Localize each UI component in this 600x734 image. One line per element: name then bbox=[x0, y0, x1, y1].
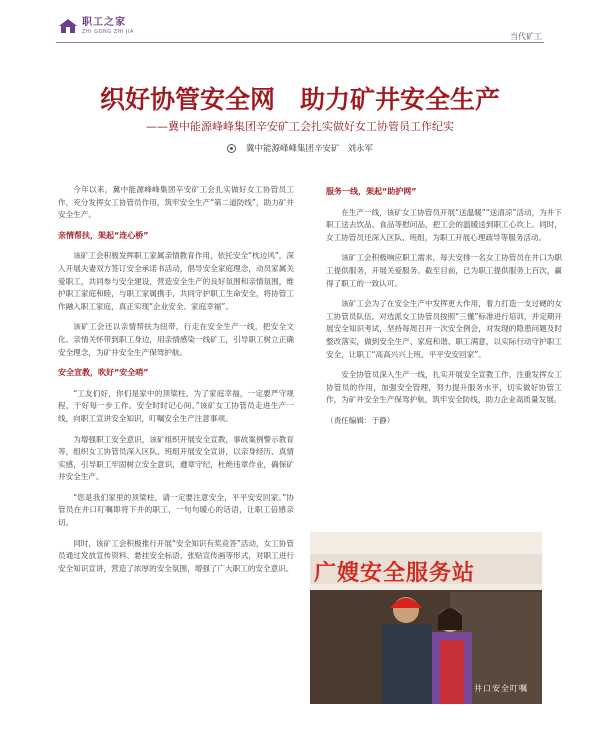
author-org: 冀中能源峰峰集团辛安矿 bbox=[245, 144, 340, 154]
paragraph: 该矿工会积极发挥职工家属亲情教育作用，依托安全“枕边风”，深入开展夫妻双方签订安全承诺书活动，倡导安全家庭理念，动员家属关爱职工，共同参与安全建设，营造安全生产的良好氛围和亲情氛围，维护职工家庭和睦，与职工家属携手，共同守护职工生命安全，将协管工作融入职工家庭，真正实现“企业安全、家庭幸福”。 bbox=[58, 251, 294, 311]
header-rule bbox=[56, 42, 544, 43]
article-title: 织好协管安全网 助力矿井安全生产 bbox=[99, 85, 500, 114]
paragraph: 为增强职工安全意识，该矿组织开展安全宣教，事故案例警示教育等，组织女工协管员深入区队、班组开展安全宣讲，以亲身经历、真情实感，引导职工牢固树立安全意识，遵章守纪，杜绝违章作业，确保矿井安全生产。 bbox=[58, 434, 294, 482]
logo-title: 职工之家 bbox=[82, 17, 126, 28]
byline bbox=[0, 142, 600, 154]
photo-caption: 井口安全叮嘱 bbox=[474, 684, 528, 693]
page-header bbox=[0, 0, 600, 40]
article-subtitle: ——冀中能源峰峰集团辛安矿工会扎实做好女工协管员工作纪实 bbox=[146, 120, 454, 133]
section-heading: 安全宣教，吹好“安全哨” bbox=[58, 368, 149, 378]
editor-note: （责任编辑：于静） bbox=[326, 415, 395, 425]
section-heading: 亲情帮扶，架起“连心桥” bbox=[58, 230, 149, 240]
paragraph: 该矿工会积极响应职工需求，每天安排一名女工协管员在井口为职工提供服务，开展关爱服务。截至目前，已为职工提供服务上百次，赢得了职工的一致认可。 bbox=[326, 253, 562, 288]
article-photo bbox=[310, 532, 542, 704]
section-label: 当代矿工 bbox=[510, 32, 542, 41]
section-heading: 服务一线，架起“助护网” bbox=[326, 187, 417, 196]
logo-subtitle: ZHI GONG ZHI JIA bbox=[82, 29, 134, 35]
paragraph: 同时，该矿工会积极推行开展“安全知识有奖竞答”活动，女工协管员通过发放宣传资料、悬挂安全标语、张贴宣传画等形式，对职工进行安全知识宣讲，营造了浓厚的安全氛围，增强了广大职工的安全意识。 bbox=[58, 538, 294, 573]
paragraph: 在生产一线，该矿女工协管员开展“送温暖”“送清凉”活动，为井下职工送去饮品、食品等慰问品，把工会的温暖送到职工心坎上。同时，女工协管员还深入区队、班组，为职工开展心理疏导等服务活动。 bbox=[326, 207, 562, 242]
left-column bbox=[58, 184, 294, 583]
author-name: 刘永军 bbox=[347, 144, 374, 154]
paragraph: 该矿工会还以亲情帮扶为纽带，行走在安全生产一线，把安全文化、亲情关怀带到职工身边，用亲情感染一线矿工，引导职工树立正确安全理念，为矿井安全生产保驾护航。 bbox=[58, 322, 294, 357]
paragraph: 安全协管员深入生产一线，扎实开展安全宣教工作，注重发挥女工协管员的作用，加强安全管理，努力提升服务水平，切实做好协管工作，为矿井安全生产保驾护航，筑牢安全防线，助力企业高质量发展。 bbox=[326, 370, 562, 405]
logo bbox=[58, 18, 134, 35]
paragraph: 该矿工会为了在安全生产中发挥更大作用，着力打造一支过硬的女工协管员队伍。对选派女工协管员按照“三懂”标准进行培训，并定期开展安全知识考试，坚持每周召开一次安全例会，对发现的隐患问题及时整改落实，做到安全生产、家庭和谐、职工满意，以实际行动守护职工安全，让职工“高高兴兴上班，平平安安回家”。 bbox=[326, 299, 562, 359]
byline-bullet-icon bbox=[227, 144, 236, 153]
paragraph: 今年以来，冀中能源峰峰集团辛安矿工会扎实做好女工协管员工作，充分发挥女工协管员作用，筑牢安全生产“第二道防线”，助力矿井安全生产。 bbox=[58, 185, 294, 220]
paragraph: “您是我们家里的顶梁柱，请一定要注意安全，平平安安回家。”协管员在井口叮嘱即将下井的职工，一句句暖心的话语，让职工倍感亲切。 bbox=[58, 492, 294, 528]
photo-banner: 广嫂安全服务站 bbox=[314, 561, 476, 586]
paragraph: “工友们好，你们是家中的顶梁柱，为了家庭幸福，一定要严守规程，干好每一步工作。安全时时记心间。”该矿女工协管员走进生产一线，向职工宣讲安全知识，叮嘱安全生产注意事项。 bbox=[58, 388, 294, 423]
right-column bbox=[326, 184, 562, 436]
house-icon bbox=[58, 18, 78, 34]
